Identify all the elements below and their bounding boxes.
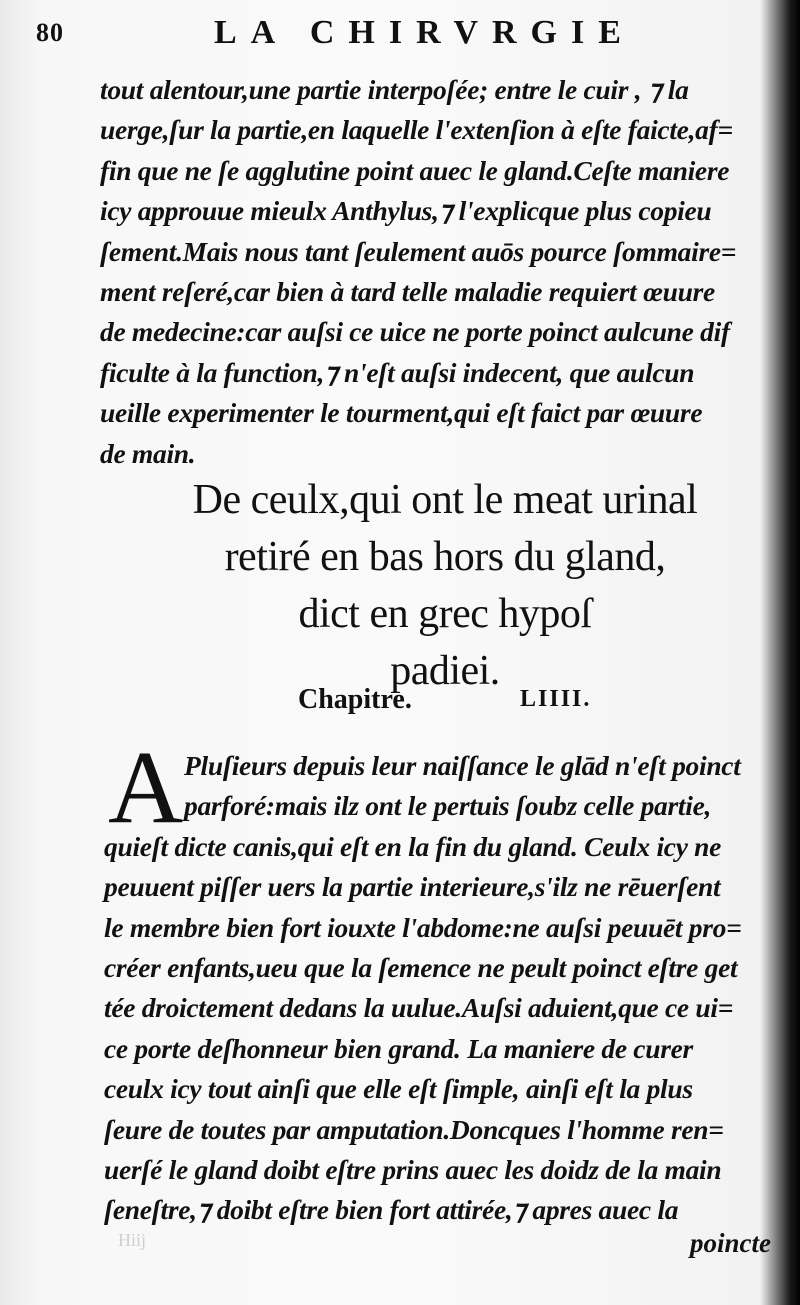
heading-line: padiei. xyxy=(390,648,500,694)
catchword: poincte xyxy=(690,1228,771,1258)
drop-cap: A xyxy=(108,730,184,845)
signature-mark: Hiij xyxy=(118,1230,147,1250)
folio-number: 80 xyxy=(36,18,64,47)
chapter-number: LIIII. xyxy=(520,686,592,712)
text-line: fin que ne ſe agglutine point auec le gland.Ceſte maniere xyxy=(100,154,730,186)
text-line: créer enfants,ueu que la ſemence ne peult poinct eſtre get xyxy=(104,952,738,984)
running-title: LA CHIRVRGIE xyxy=(214,14,635,51)
text-line: de main. xyxy=(100,437,196,469)
chapter-label xyxy=(298,684,618,724)
text-line: ment reſeré,car bien à tard telle maladie requiert œuure xyxy=(100,276,715,308)
text-line: tée droictement dedans la uulue.Auſsi aduient,que ce ui= xyxy=(104,992,734,1024)
text-line: Pluſieurs depuis leur naiſſance le glād n'eſt poinct xyxy=(184,750,741,781)
text-line: icy approuue mieulx Anthylus,⁊ l'explicque plus copieu xyxy=(100,195,712,227)
text-line: ſeneſtre,⁊ doibt eſtre bien fort attirée,⁊ apres auec la xyxy=(104,1194,679,1226)
text-line: peuuent piſſer uers la partie interieure,s'ilz ne rēuerſent xyxy=(104,871,721,903)
text-line: uerſé le gland doibt eſtre prins auec les doidz de la main xyxy=(104,1154,722,1186)
text-line: parforé:mais ilz ont le pertuis ſoubz celle partie, xyxy=(184,790,712,822)
text-line: uerge,ſur la partie,en laquelle l'extenſion à eſte faicte,af= xyxy=(100,114,733,146)
text-line: ſeure de toutes par amputation.Doncques l'homme ren= xyxy=(104,1113,724,1145)
chapter-heading xyxy=(150,472,740,700)
chapter-word: Chapitre. xyxy=(298,684,412,715)
text-line: ficulte à la function,⁊ n'eſt auſsi indecent, que aulcun xyxy=(100,356,695,388)
text-line: de medecine:car auſsi ce uice ne porte poinct aulcune dif xyxy=(100,316,730,348)
text-line: le membre bien fort iouxte l'abdome:ne auſsi peuuēt pro= xyxy=(104,911,742,943)
heading-line: retiré en bas hors du gland, xyxy=(224,534,666,580)
text-line: ueille experimenter le tourment,qui eſt faict par œuure xyxy=(100,397,703,429)
text-line: ce porte deſhonneur bien grand. La maniere de curer xyxy=(104,1032,693,1064)
paragraph-block xyxy=(104,746,784,1231)
top-text-block xyxy=(100,70,770,474)
heading-line: dict en grec hypoſ xyxy=(298,591,592,637)
text-line: quieſt dicte canis,qui eſt en la fin du gland. Ceulx icy ne xyxy=(104,830,722,862)
text-line: tout alentour,une partie interpoſée; entre le cuir , ⁊ la xyxy=(100,74,689,105)
page-header xyxy=(36,14,636,58)
text-line: ſement.Mais nous tant ſeulement auōs pource ſommaire= xyxy=(100,235,737,267)
heading-line: De ceulx,qui ont le meat urinal xyxy=(192,477,698,523)
text-line: ceulx icy tout ainſi que elle eſt ſimple, ainſi eſt la plus xyxy=(104,1073,693,1105)
